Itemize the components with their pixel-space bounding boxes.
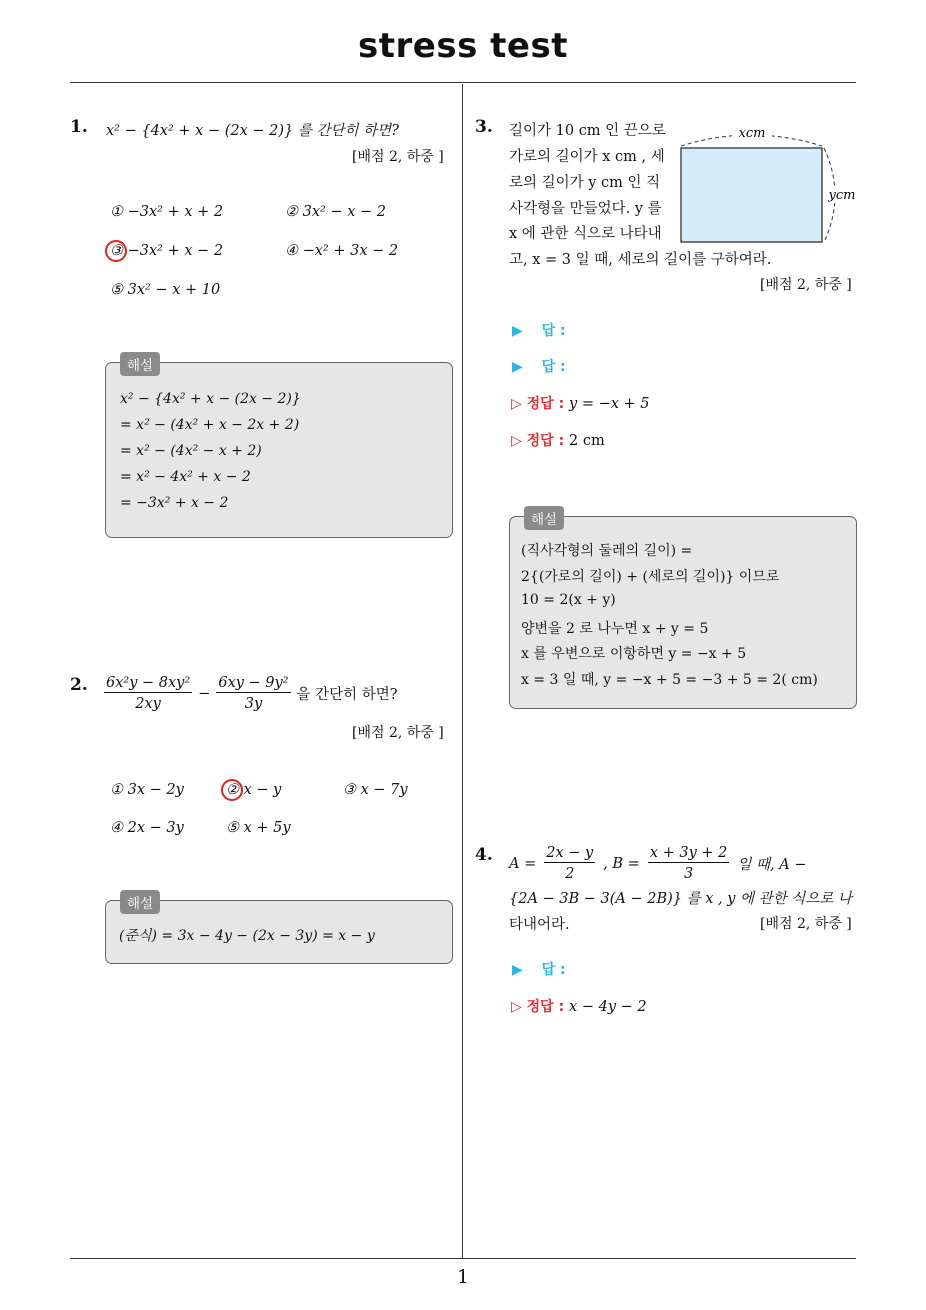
q4-correct-label: 정답 : [526,999,565,1015]
q1-option-1[interactable]: ① −3x² + x + 2 [110,204,224,220]
q2-fraction-1 [104,674,192,713]
q3-rectangle-diagram [670,118,860,248]
q3-score: [배점 2, 하중 ] [760,277,852,293]
q4-b-den: 3 [684,866,694,882]
q4-a-fraction [544,844,595,883]
q2-option-3[interactable]: ③ x − 7y [343,782,408,798]
q1-option-2[interactable]: ② 3x² − x − 2 [285,204,386,220]
q2-solution-tag: 해설 [120,890,160,914]
q4-a-label: A = [509,855,537,872]
q4-a-den: 2 [565,866,575,882]
q3-solution-line: x 를 우변으로 이항하면 y = −x + 5 [521,646,747,662]
q2-question [104,674,398,713]
q3-correct-row-1: ▷ 정답 : y = −x + 5 [511,396,650,412]
q3-answer-row-2[interactable]: ▶ 답 : [512,359,566,375]
q4-line1-tail: 일 때, A − [737,857,807,873]
q1-option-3[interactable]: ③ −3x² + x − 2 [110,243,224,259]
q2-option-5[interactable]: ⑤ x + 5y [226,820,291,836]
q1-solution-line: x² − {4x² + x − (2x − 2)} [120,391,301,407]
q4-question-line3: 타내어라. [509,917,570,933]
q4-correct-row: ▷ 정답 : x − 4y − 2 [511,999,647,1015]
q2-fraction-2 [216,674,290,713]
q4-b-label: , B = [603,855,640,872]
q1-solution-line: = x² − 4x² + x − 2 [120,469,251,485]
q3-solution-line: (직사각형의 둘레의 길이) = [521,543,693,559]
q2-score: [배점 2, 하중 ] [352,725,444,741]
bottom-rule [70,1258,856,1259]
q4-answer-row[interactable]: ▶ 답 : [512,962,566,978]
q1-option-5[interactable]: ⑤ 3x² − x + 10 [110,282,221,298]
q1-number: 1. [70,117,88,137]
q3-answer-label: 답 : [541,323,566,339]
q2-frac1-num: 6x²y − 8xy² [106,675,191,691]
q4-b-num: x + 3y + 2 [649,845,728,861]
q2-option-2[interactable]: ② x − y [226,782,282,798]
q3-solution-line: 10 = 2(x + y) [521,592,616,608]
q3-question-line: 고, x = 3 일 때, 세로의 길이를 구하여라. [509,252,772,268]
q2-marked-circle [221,779,243,801]
q3-answer-label: 답 : [541,359,566,375]
q1-solution-tag: 해설 [120,352,160,376]
q2-frac2-num: 6xy − 9y² [218,675,289,691]
q1-question: x² − {4x² + x − (2x − 2)} 를 간단히 하면? [106,123,399,139]
q3-question-line: x 에 관한 식으로 나타내 [509,226,662,242]
q2-question-tail: 을 간단히 하면? [296,687,398,703]
q2-frac1-den: 2xy [135,696,161,712]
q1-solution-line: = −3x² + x − 2 [120,495,229,511]
q4-question-line1 [509,844,806,883]
q3-question-line: 사각형을 만들었다. y 를 [509,201,662,217]
q2-option-4[interactable]: ④ 2x − 3y [110,820,184,836]
q2-frac2-den: 3y [244,696,263,712]
q3-rectangle [681,148,822,242]
q4-question-line2: {2A − 3B − 3(A − 2B)} 를 x , y 에 관한 식으로 나 [509,891,852,907]
q4-a-num: 2x − y [546,845,594,861]
q3-solution-line: 2{(가로의 길이) + (세로의 길이)} 이므로 [521,569,780,585]
top-rule [70,82,856,83]
q3-answer-row-1[interactable]: ▶ 답 : [512,323,566,339]
q4-answer-label: 답 : [541,962,566,978]
q3-question-line: 길이가 10 cm 인 끈으로 [509,123,666,139]
q2-number: 2. [70,675,88,695]
q2-option-1[interactable]: ① 3x − 2y [110,782,184,798]
q3-correct-answer: 2 cm [569,433,605,449]
q3-width-label: xcm [738,126,766,141]
q1-score: [배점 2, 하중 ] [352,149,444,165]
q3-solution-line: 양변을 2 로 나누면 x + y = 5 [521,621,709,637]
q3-solution-tag: 해설 [524,506,564,530]
q1-solution-line: = x² − (4x² + x − 2x + 2) [120,417,300,433]
q3-correct-row-2: ▷ 정답 : 2 cm [511,433,605,449]
page-title: stress test [358,26,568,66]
column-divider [462,84,463,1258]
q3-correct-answer: y = −x + 5 [569,396,650,412]
q2-solution-line: (준식) = 3x − 4y − (2x − 3y) = x − y [119,928,375,944]
q3-solution-line: x = 3 일 때, y = −x + 5 = −3 + 5 = 2( cm) [521,672,818,688]
q3-question-line: 가로의 길이가 x cm , 세 [509,149,665,165]
q3-height-label: ycm [828,188,856,203]
q1-option-4[interactable]: ④ −x² + 3x − 2 [285,243,399,259]
q4-number: 4. [475,845,493,865]
q4-b-fraction [648,844,730,883]
q1-solution-line: = x² − (4x² − x + 2) [120,443,262,459]
q4-correct-answer: x − 4y − 2 [569,999,647,1015]
q3-question-line: 로의 길이가 y cm 인 직 [509,175,661,191]
page-number: 1 [456,1266,470,1288]
q3-correct-label: 정답 : [526,433,565,449]
q3-number: 3. [475,117,493,137]
q1-marked-circle [105,240,127,262]
q2-minus: − [198,685,211,702]
q3-correct-label: 정답 : [526,396,565,412]
q4-score: [배점 2, 하중 ] [760,916,852,932]
